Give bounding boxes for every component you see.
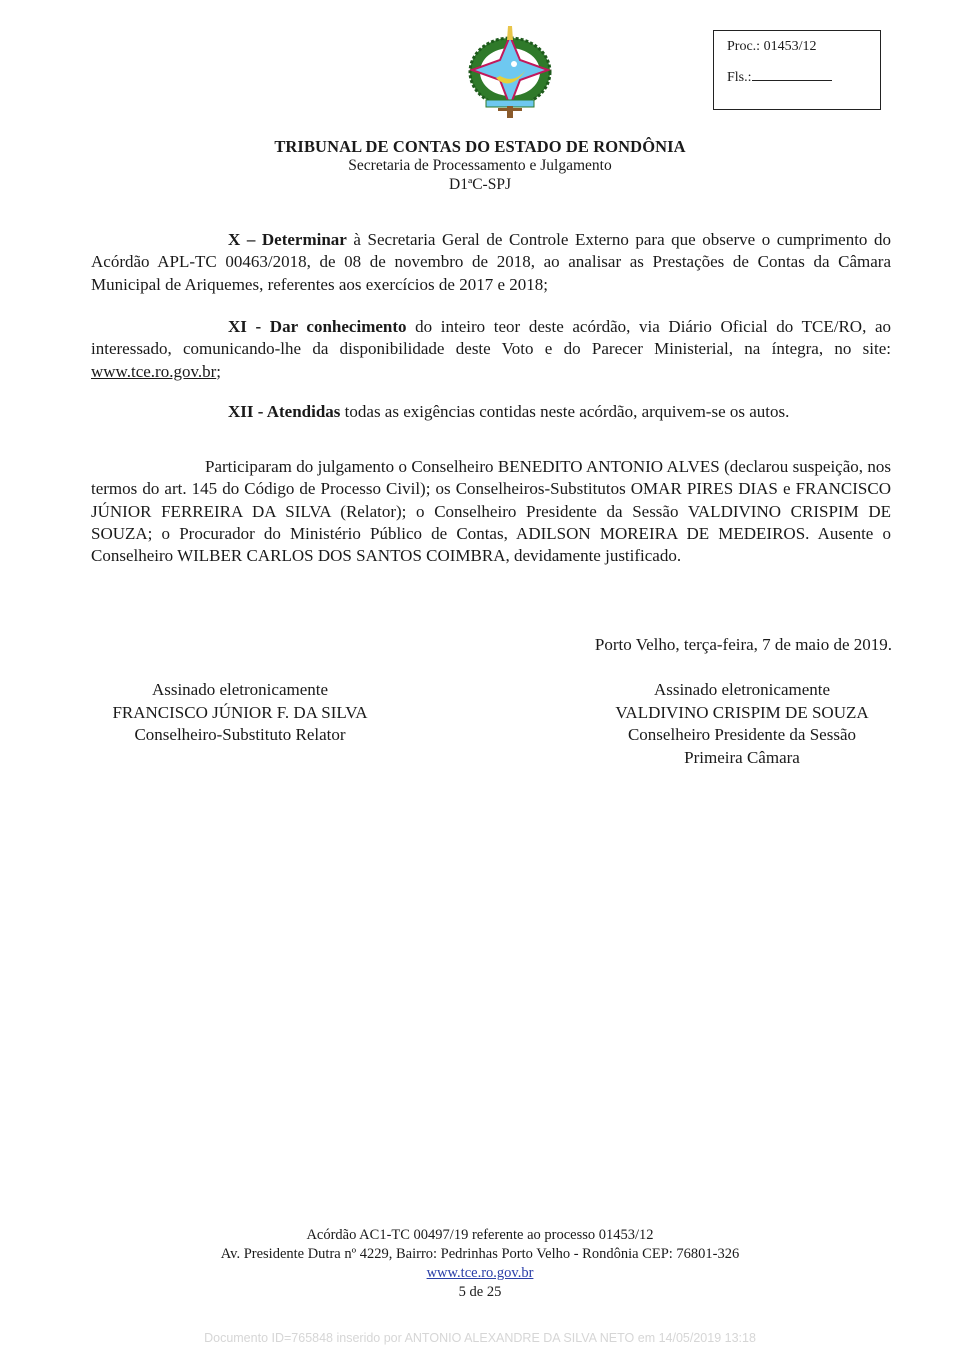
- item-x-text: à Secretaria Geral de Controle Externo para que observe o cumprimento do Acórdão APL-TC 00463/2018, de 08 de novembro de 2018, ao analisar as Prestações de Contas da Câmara Municipal de Ariquemes, referentes aos exercícios de 2017 e 2018;: [91, 230, 891, 294]
- signature-block-relator: [81, 679, 399, 747]
- page-number: 5 de 25: [458, 1284, 502, 1300]
- item-xii-label: XII - Atendidas: [228, 402, 341, 421]
- item-xi-label: XI - Dar conhecimento: [228, 317, 407, 336]
- signatory-role: Conselheiro Presidente da Sessão: [627, 725, 857, 744]
- signature-status: Assinado eletronicamente: [653, 680, 831, 699]
- folio-field: [727, 67, 832, 86]
- signatory-chamber: Primeira Câmara: [684, 747, 800, 767]
- signatory-name: FRANCISCO JÚNIOR F. DA SILVA: [112, 702, 368, 722]
- participants-paragraph: [91, 456, 891, 567]
- signatory-name: VALDIVINO CRISPIM DE SOUZA: [615, 702, 869, 722]
- institution-name: TRIBUNAL DE CONTAS DO ESTADO DE RONDÔNIA: [274, 137, 686, 156]
- signature-block-president: [586, 679, 898, 769]
- document-header: [0, 137, 960, 194]
- department-name: Secretaria de Processamento e Julgamento: [348, 157, 612, 174]
- document-id-watermark: Documento ID=765848 inserido por ANTONIO ALEXANDRE DA SILVA NETO em 14/05/2019 13:18: [204, 1331, 756, 1345]
- division-code: D1ªC-SPJ: [449, 176, 511, 193]
- process-number-box: [713, 30, 881, 110]
- ruling-item-x: [91, 229, 891, 296]
- item-xii-text: todas as exigências contidas neste acórdão, arquivem-se os autos.: [340, 402, 790, 421]
- participants-text: Participaram do julgamento o Conselheiro BENEDITO ANTONIO ALVES (declarou suspeição, nos termos do art. 145 do Código de Processo Civil); os Conselheiros-Substitutos OMAR PIRES DIAS e FRANCISCO JÚNIOR FERREIRA DA SILVA (Relator); o Conselheiro Presidente da Sessão VALDIVINO CRISPIM DE SOUZA; o Procurador do Ministério Público de Contas, ADILSON MOREIRA DE MEDEIROS. Ausente o Conselheiro WILBER CARLOS DOS SANTOS COIMBRA, devidamente justificado.: [91, 457, 891, 566]
- item-xi-text: do inteiro teor deste acórdão, via Diário Oficial do TCE/RO, ao interessado, comunicando-lhe da disponibilidade deste Voto e do Parecer Ministerial, na íntegra, no site:: [91, 317, 891, 359]
- proc-label: Proc.:: [727, 39, 761, 54]
- footer-website-link[interactable]: www.tce.ro.gov.br: [426, 1265, 534, 1281]
- proc-value: 01453/12: [763, 39, 817, 54]
- fls-blank-line: [752, 67, 832, 81]
- ruling-item-xi: [91, 316, 891, 383]
- footer-reference: Acórdão AC1-TC 00497/19 referente ao processo 01453/12: [306, 1227, 654, 1243]
- page-footer: [0, 1226, 960, 1302]
- fls-label: Fls.:: [727, 70, 752, 85]
- signatory-role: Conselheiro-Substituto Relator: [134, 725, 346, 744]
- footer-address: Av. Presidente Dutra nº 4229, Bairro: Pedrinhas Porto Velho - Rondônia CEP: 76801-326: [220, 1246, 740, 1262]
- item-xi-end: ;: [216, 361, 221, 381]
- ruling-item-xii: [91, 401, 891, 423]
- signature-status: Assinado eletronicamente: [151, 680, 329, 699]
- rondonia-coat-of-arms-icon: [462, 26, 558, 118]
- place-and-date: Porto Velho, terça-feira, 7 de maio de 2019.: [594, 635, 892, 654]
- tce-website-link[interactable]: www.tce.ro.gov.br: [91, 361, 217, 381]
- process-number: [727, 39, 816, 55]
- item-x-label: X – Determinar: [228, 230, 347, 249]
